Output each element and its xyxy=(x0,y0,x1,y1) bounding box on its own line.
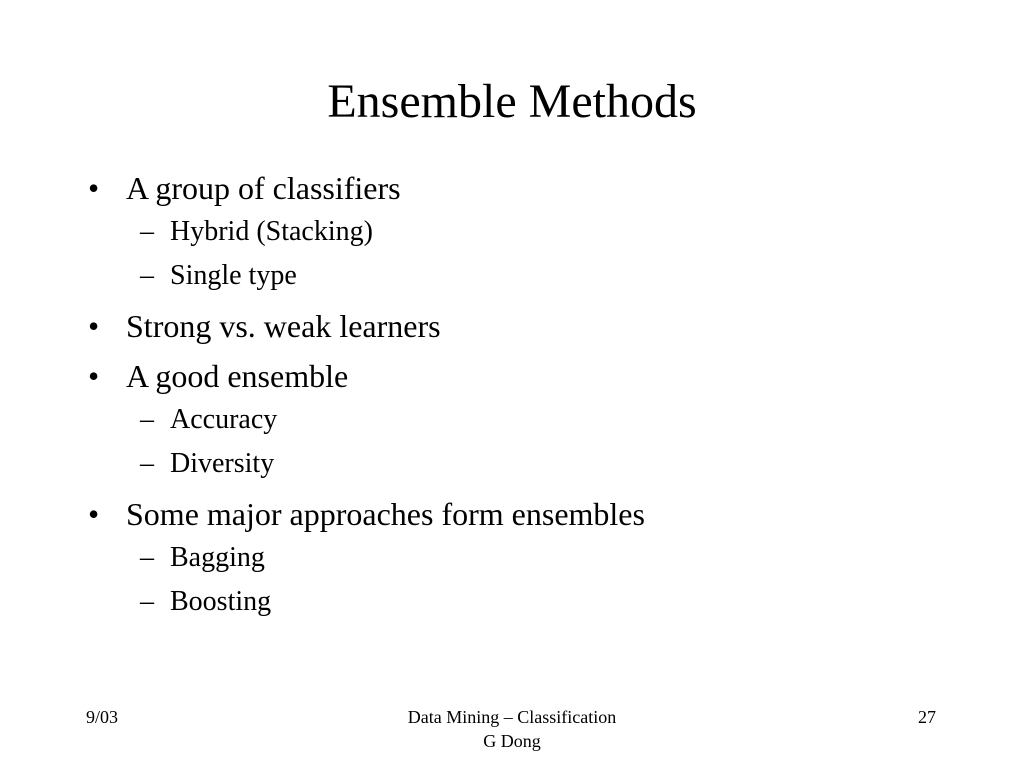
bullet-item xyxy=(88,354,988,486)
sub-bullet-marker: – xyxy=(140,260,154,291)
sub-bullet-marker: – xyxy=(140,404,154,435)
sub-bullet-text: Diversity xyxy=(170,448,275,479)
bullet-text: Some major approaches form ensembles xyxy=(126,496,645,532)
sub-bullet-marker: – xyxy=(140,586,154,617)
footer-page-number: 27 xyxy=(918,707,936,727)
footer-course: Data Mining – Classification xyxy=(407,707,617,727)
sub-bullet-list xyxy=(126,536,988,624)
sub-bullet-item xyxy=(126,442,988,486)
bullet-list xyxy=(88,166,988,624)
sub-bullet-text: Bagging xyxy=(170,542,265,573)
bullet-marker: • xyxy=(88,496,100,532)
bullet-text: Strong vs. weak learners xyxy=(126,308,441,344)
sub-bullet-item xyxy=(126,398,988,442)
sub-bullet-item xyxy=(126,210,988,254)
bullet-marker: • xyxy=(88,358,100,394)
sub-bullet-item xyxy=(126,254,988,298)
slide-title: Ensemble Methods xyxy=(327,75,697,128)
footer-date: 9/03 xyxy=(86,707,119,727)
bullet-text: A group of classifiers xyxy=(126,170,401,206)
sub-bullet-marker: – xyxy=(140,448,154,479)
sub-bullet-marker: – xyxy=(140,542,154,573)
footer-course-info xyxy=(362,705,662,753)
bullet-text: A good ensemble xyxy=(126,358,349,394)
sub-bullet-marker: – xyxy=(140,216,154,247)
bullet-item xyxy=(88,492,988,624)
bullet-item xyxy=(88,166,988,298)
bullet-item xyxy=(88,304,988,348)
sub-bullet-list xyxy=(126,398,988,486)
sub-bullet-text: Boosting xyxy=(170,586,272,617)
sub-bullet-item xyxy=(126,580,988,624)
sub-bullet-text: Hybrid (Stacking) xyxy=(170,216,373,247)
bullet-marker: • xyxy=(88,170,100,206)
footer-author: G Dong xyxy=(483,731,541,751)
sub-bullet-text: Single type xyxy=(170,260,297,291)
sub-bullet-item xyxy=(126,536,988,580)
sub-bullet-list xyxy=(126,210,988,298)
sub-bullet-text: Accuracy xyxy=(170,404,278,435)
bullet-marker: • xyxy=(88,308,100,344)
